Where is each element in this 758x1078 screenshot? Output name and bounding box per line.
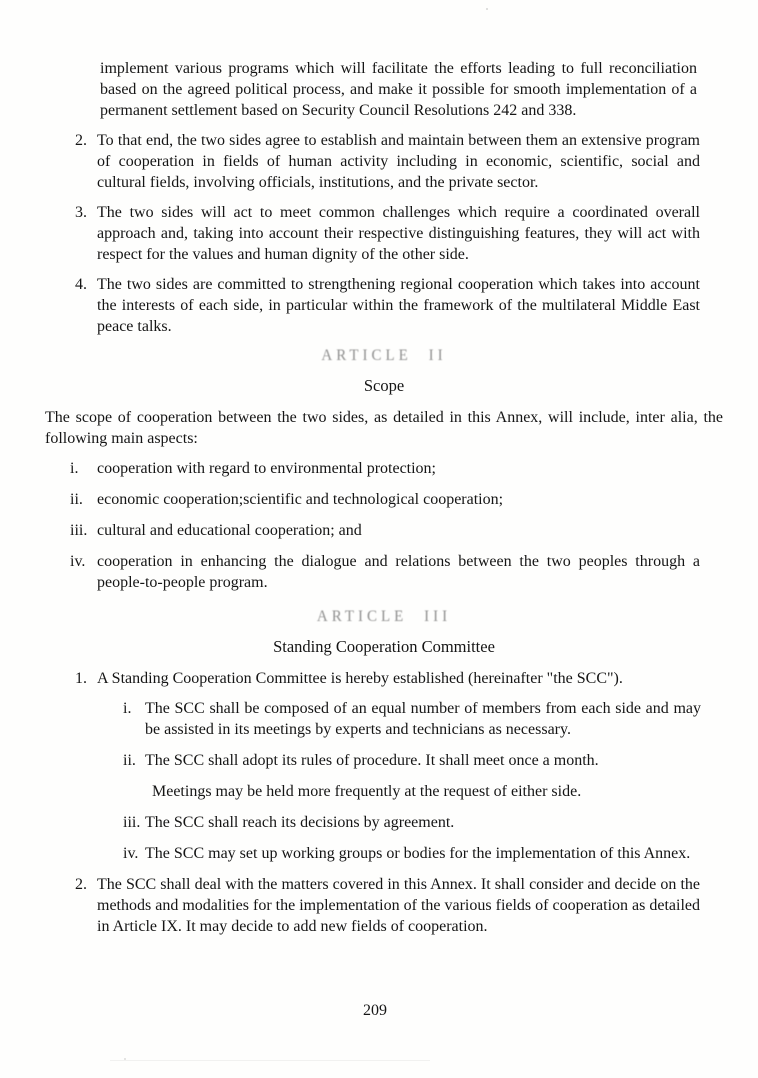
numbered-item-3 — [75, 202, 723, 265]
scc-subitem-ii — [123, 750, 723, 771]
scope-item-ii — [70, 489, 723, 510]
item-text: The SCC shall deal with the matters covered in this Annex. It shall consider and decide on the methods and modalities for the implementation of the various fields of cooperation as detailed in Article IX. It may decide to add new fields of cooperation. — [97, 876, 700, 935]
item-number: iii. — [70, 522, 88, 539]
article-3-heading: ARTICLE III — [316, 608, 452, 626]
page-number: 209 — [363, 1002, 387, 1019]
item-text: A Standing Cooperation Committee is hereby established (hereinafter "the SCC"). — [97, 670, 623, 687]
item-number: ii. — [123, 752, 136, 769]
scope-intro-paragraph: The scope of cooperation between the two sides, as detailed in this Annex, will include, inter alia, the following main aspects: — [45, 409, 723, 447]
item-text: cooperation with regard to environmental protection; — [97, 460, 436, 477]
numbered-item-2 — [75, 130, 723, 193]
item-number: iv. — [123, 845, 139, 862]
scc-item-2 — [75, 874, 723, 937]
document-content — [45, 58, 723, 946]
item-text: To that end, the two sides agree to establish and maintain between them an extensive program of cooperation in fields of human activity including in economic, scientific, social and cultural fields, involving officials, institutions, and the private sector. — [97, 132, 700, 191]
item-text: cultural and educational cooperation; and — [97, 522, 362, 539]
article-2-title: Scope — [363, 376, 405, 395]
scope-item-iii — [70, 520, 723, 541]
article-3-title: Standing Cooperation Committee — [273, 637, 495, 656]
item-number: i. — [123, 700, 132, 717]
item-number: 1. — [75, 670, 87, 687]
article-2-heading: ARTICLE II — [321, 347, 447, 365]
scc-subitem-i — [123, 698, 723, 740]
item-number: i. — [70, 460, 79, 477]
item-text: The SCC shall be composed of an equal number of members from each side and may be assisted in its meetings by experts and technicians as necessary. — [145, 700, 701, 738]
scan-artifact-line — [110, 1060, 430, 1061]
item-text: The SCC may set up working groups or bodies for the implementation of this Annex. — [145, 845, 691, 862]
item-number: 2. — [75, 132, 87, 149]
item-number: 4. — [75, 276, 87, 293]
item-text: The two sides are committed to strengthening regional cooperation which takes into account the interests of each side, in particular within the framework of the multilateral Middle East peace talks. — [97, 276, 700, 335]
item-number: ii. — [70, 491, 83, 508]
item-number: 3. — [75, 204, 87, 221]
scc-subitem-iii — [123, 812, 723, 833]
scc-meetings-note: Meetings may be held more frequently at the request of either side. — [152, 783, 582, 800]
scan-artifact-dot — [486, 8, 488, 10]
numbered-item-4 — [75, 274, 723, 337]
item-number: iii. — [123, 814, 141, 831]
scc-subitem-iv — [123, 843, 723, 864]
item-text: cooperation in enhancing the dialogue and relations between the two peoples through a people-to-people program. — [97, 553, 700, 591]
item-text: economic cooperation;scientific and technological cooperation; — [97, 491, 504, 508]
continuation-paragraph: implement various programs which will facilitate the efforts leading to full reconciliation based on the agreed political process, and make it possible for smooth implementation of a permanent settlement based on Security Council Resolutions 242 and 338. — [100, 60, 697, 119]
item-text: The two sides will act to meet common challenges which require a coordinated overall approach and, taking into account their respective distinguishing features, they will act with respect for the values and human dignity of the other side. — [97, 204, 700, 263]
scope-item-i — [70, 458, 723, 479]
scc-item-1 — [75, 668, 723, 689]
scope-item-iv — [70, 551, 723, 593]
item-number: 2. — [75, 876, 87, 893]
item-text: The SCC shall reach its decisions by agreement. — [145, 814, 455, 831]
item-number: iv. — [70, 553, 86, 570]
item-text: The SCC shall adopt its rules of procedure. It shall meet once a month. — [145, 752, 599, 769]
